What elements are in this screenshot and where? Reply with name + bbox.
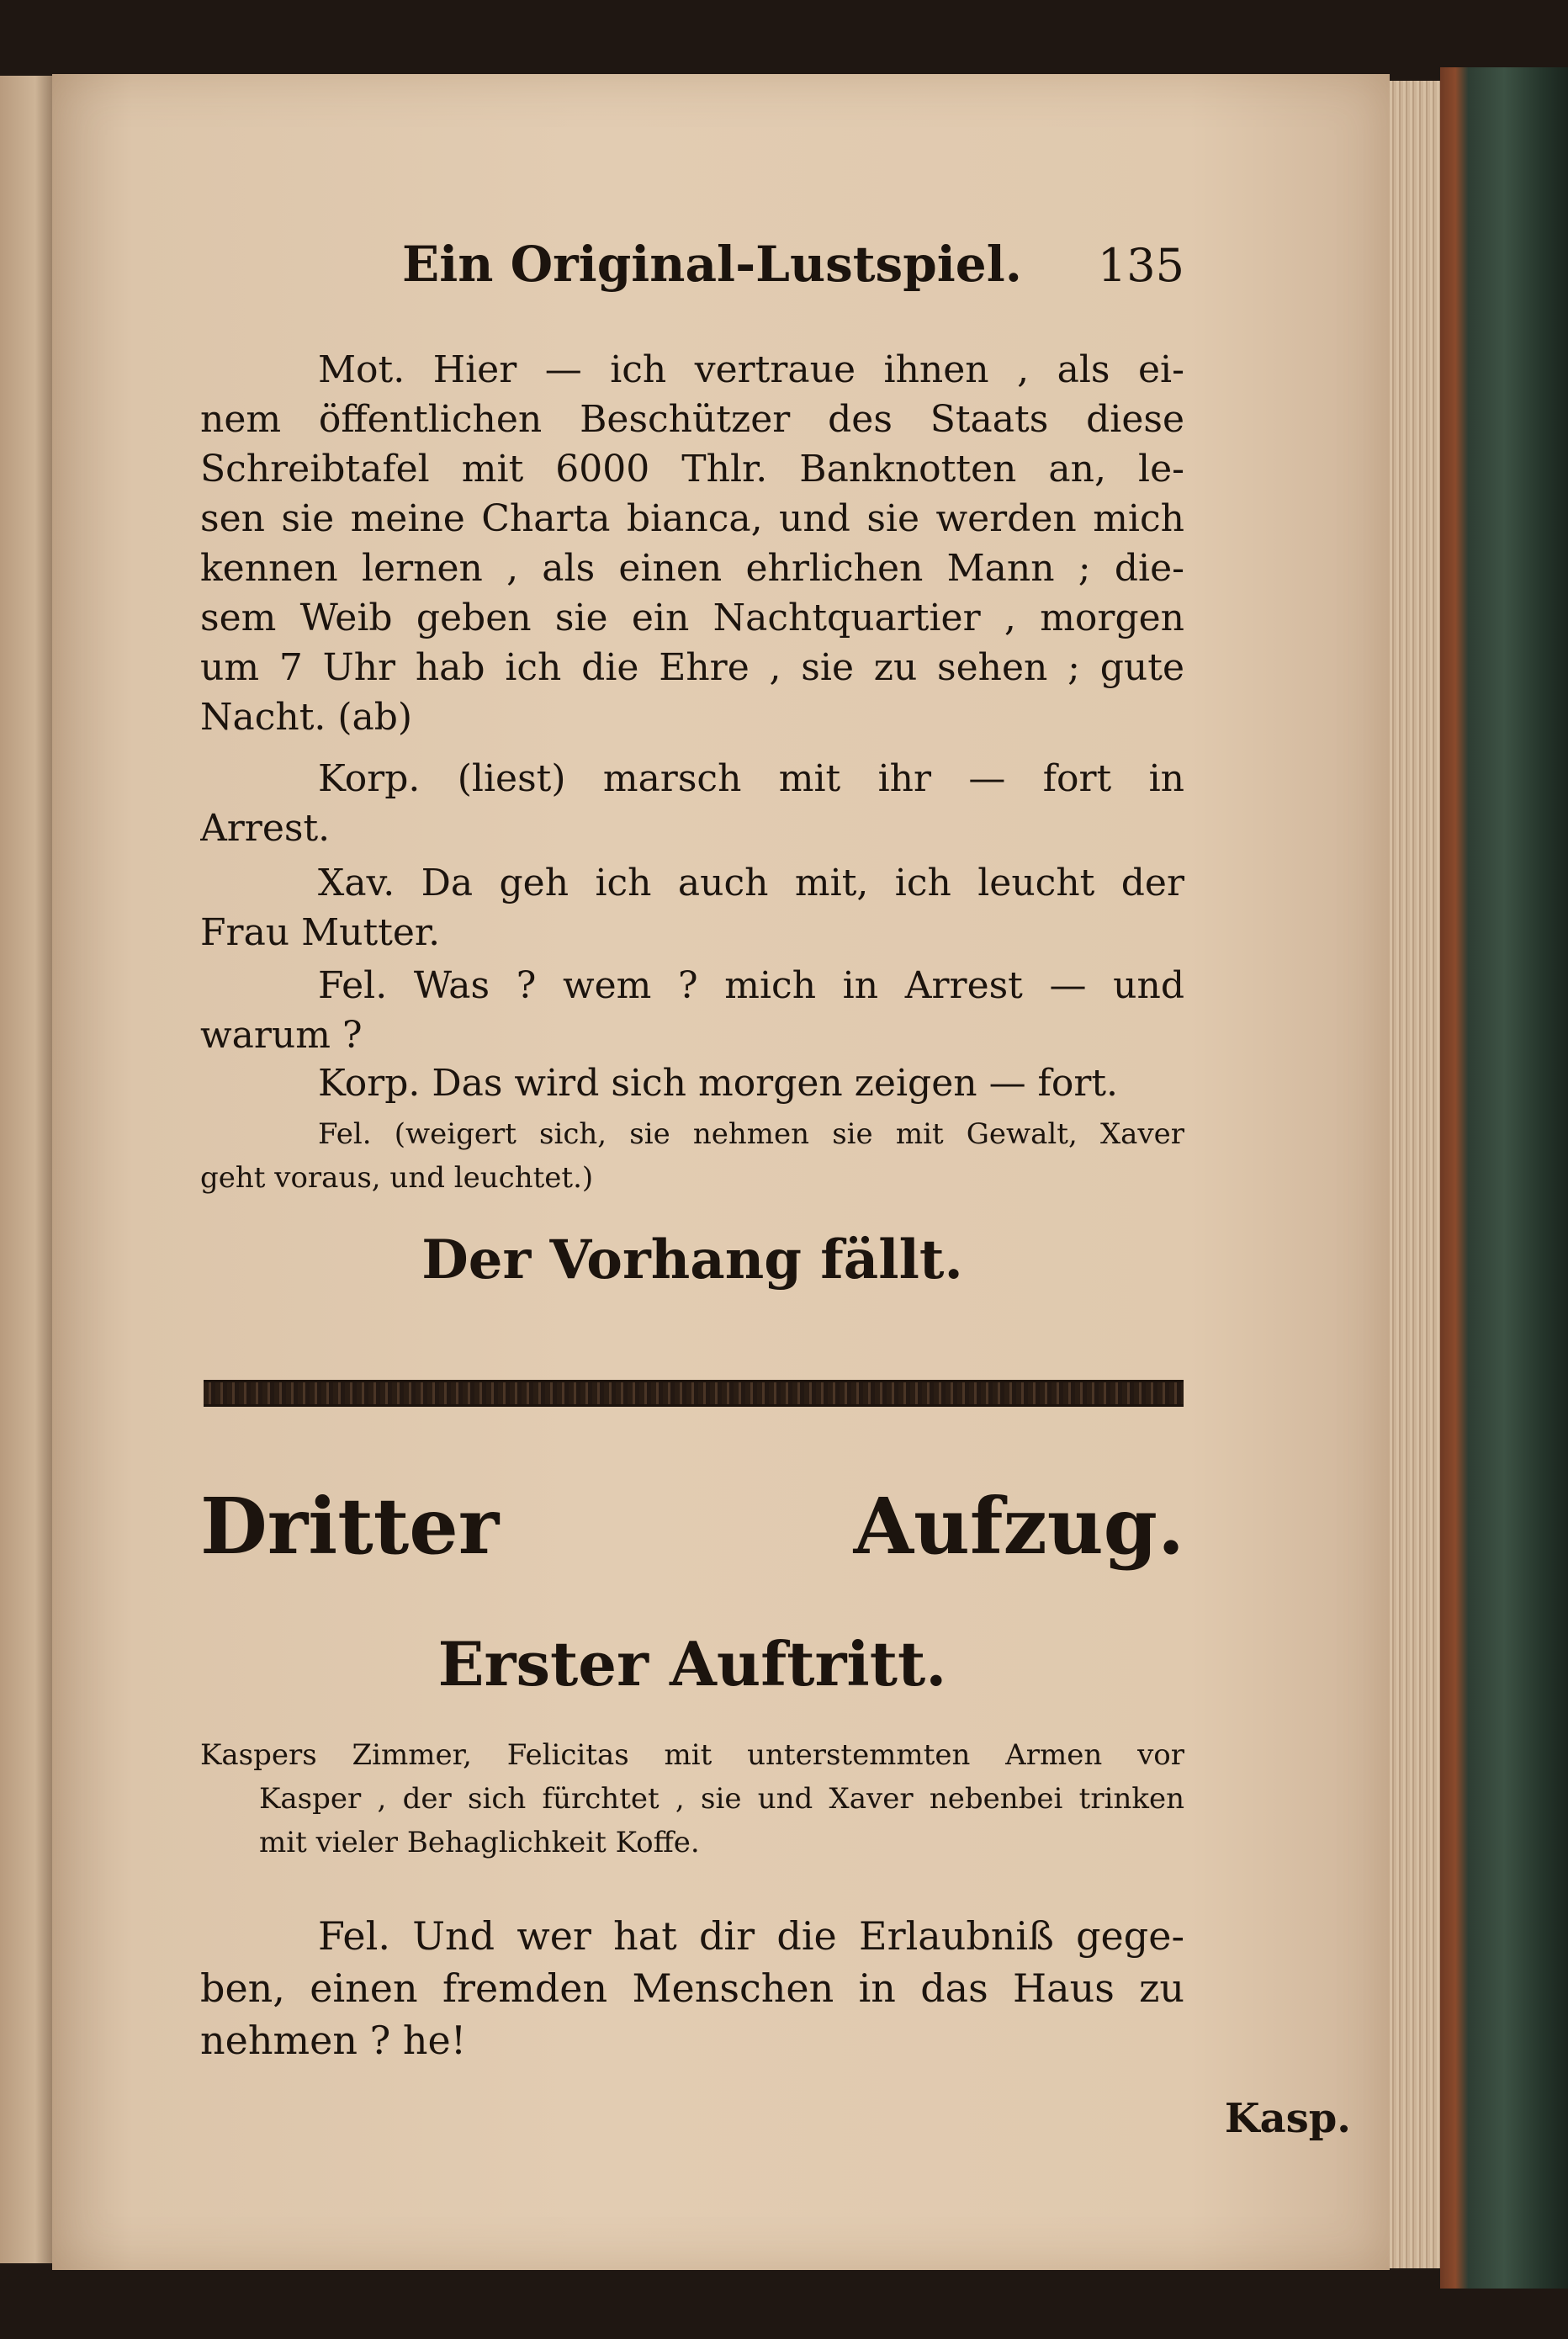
page-number: 135 [1097, 239, 1184, 292]
page-fore-edge [1390, 81, 1440, 2268]
book-binding [1440, 67, 1568, 2289]
text-line: Korp. (liest) marsch mit ihr — fort in [318, 757, 1184, 800]
text-line: mit vieler Behaglichkeit Koffe. [259, 1826, 700, 1859]
text-line: nem öffentlichen Beschützer des Staats diese [200, 398, 1184, 441]
text-line: kennen lernen , als einen ehrlichen Mann ; die- [200, 547, 1184, 590]
text-line: nehmen ? he! [200, 2018, 467, 2063]
text-line: Xav. Da geh ich auch mit, ich leucht der [318, 862, 1184, 904]
text-line: um 7 Uhr hab ich die Ehre , sie zu sehen ; gute [200, 646, 1184, 689]
stage-direction-fel [200, 1112, 1184, 1200]
text-line: Fel. (weigert sich, sie nehmen sie mit Gewalt, Xaver [318, 1117, 1184, 1151]
dialogue-fel-2 [200, 1910, 1184, 2066]
text-line: Arrest. [200, 807, 331, 850]
text-line: sem Weib geben sie ein Nachtquartier , morgen [200, 597, 1184, 639]
dialogue-korp-2 [200, 1058, 1184, 1108]
running-title: Ein Original-Lustspiel. [402, 236, 1022, 293]
text-line: Kaspers Zimmer, Felicitas mit unterstemmten Armen vor [200, 1738, 1184, 1772]
dialogue-xav [200, 858, 1184, 957]
text-line: Frau Mutter. [200, 911, 441, 954]
text-line: sen sie meine Charta bianca, und sie werden mich [200, 497, 1184, 540]
act-title-text: Dritter Aufzug. [200, 1481, 1184, 1572]
ornamental-rule [204, 1380, 1184, 1407]
text-line: geht voraus, und leuchtet.) [200, 1161, 594, 1195]
text-line: Fel. Was ? wem ? mich in Arrest — und [318, 964, 1184, 1007]
scene-stage-direction [200, 1733, 1184, 1864]
dialogue-mot [200, 345, 1184, 742]
curtain-line: Der Vorhang fällt. [421, 1228, 963, 1291]
text-line: warum ? [200, 1014, 363, 1057]
text-line: Fel. Und wer hat dir die Erlaubniß gege- [318, 1913, 1184, 1959]
text-line: Mot. Hier — ich vertraue ihnen , als ei- [318, 348, 1184, 391]
dialogue-fel-1 [200, 961, 1184, 1060]
catchword: Kasp. [1224, 2095, 1351, 2142]
scene-title: Erster Auftritt. [437, 1628, 947, 1700]
text-line: Korp. Das wird sich morgen zeigen — fort. [318, 1062, 1119, 1105]
text-line: Kasper , der sich fürchtet , sie und Xaver nebenbei trinken [259, 1782, 1184, 1816]
running-header [402, 236, 1184, 303]
dialogue-korp-1 [200, 754, 1184, 853]
text-line: Schreibtafel mit 6000 Thlr. Banknotten an, le- [200, 448, 1184, 491]
act-title [200, 1481, 1184, 1572]
text-line: ben, einen fremden Menschen in das Haus zu [200, 1965, 1184, 2011]
facing-page-edge [0, 76, 59, 2263]
text-line: Nacht. (ab) [200, 696, 413, 739]
